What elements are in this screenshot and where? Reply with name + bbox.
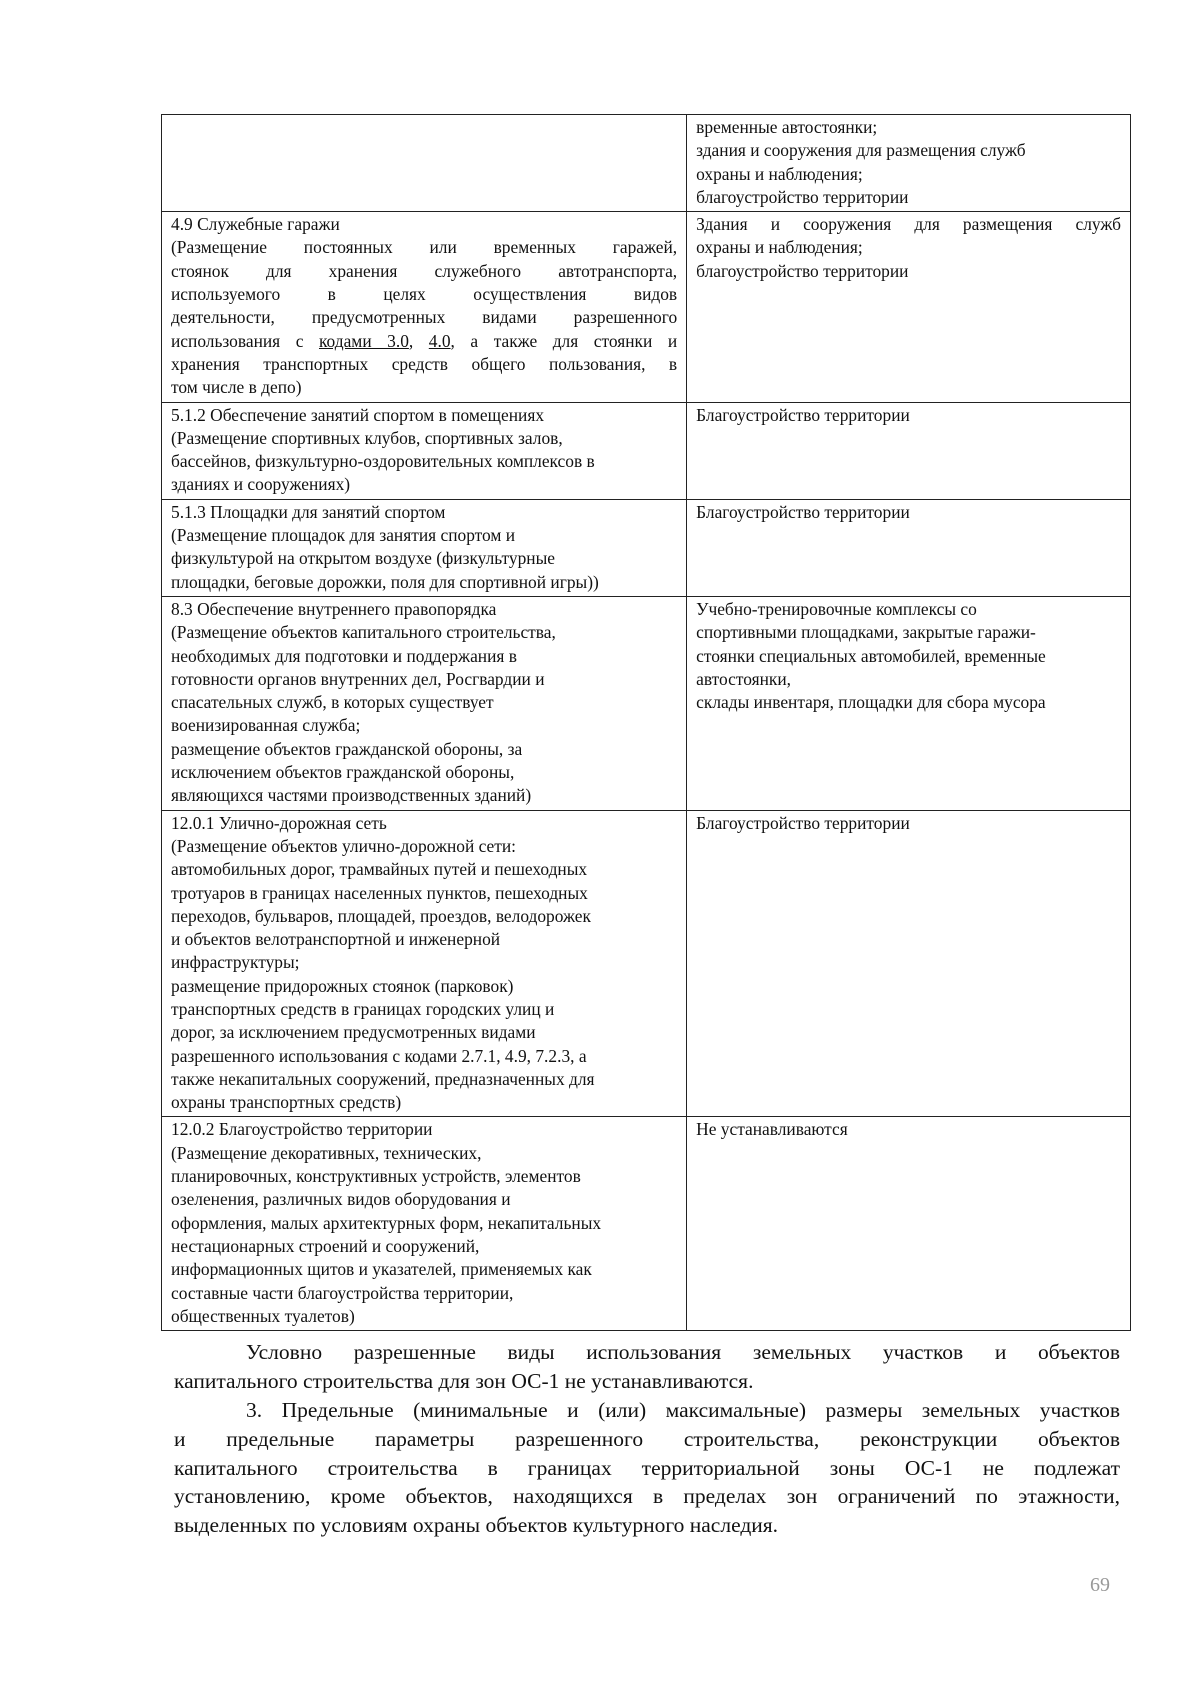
paragraph-line: Условно разрешенные виды использования земельных участков и объектов (246, 1340, 1120, 1364)
cell-line: нестационарных строений и сооружений, (171, 1235, 480, 1256)
paragraph-line: капитального строительства для зон ОС-1 не устанавливаются. (174, 1368, 754, 1393)
cell-line: бассейнов, физкультурно-оздоровительных комплексов в (171, 451, 595, 472)
cell-line: исключением объектов гражданской обороны, (171, 762, 515, 783)
cell-line: используемого в целях осуществления видов (171, 284, 678, 305)
cell-line: тротуаров в границах населенных пунктов, пешеходных (171, 882, 588, 903)
cell-line: временные автостоянки; (696, 117, 878, 137)
cell-line: Благоустройство территории (696, 812, 910, 833)
paragraph-line: капитального строительства в границах территориальной зоны ОС-1 не подлежат (174, 1455, 1120, 1480)
cell-line: 4.9 Служебные гаражи (171, 214, 340, 235)
cell-text: использования с (171, 330, 319, 351)
cell-line: информационных щитов и указателей, применяемых как (171, 1259, 592, 1280)
cell-line: охраны транспортных средств) (171, 1092, 402, 1113)
cell-line: склады инвентаря, площадки для сбора мусора (696, 692, 1046, 713)
cell-line: стоянок для хранения служебного автотранспорта, (171, 260, 678, 281)
cell-line: разрешенного использования с кодами 2.7.1, 4.9, 7.2.3, а (171, 1045, 587, 1066)
cell-line: здания и сооружения для размещения служб (696, 140, 1026, 161)
cell-line: (Размещение объектов улично-дорожной сети: (171, 835, 517, 856)
cell-text: , (408, 330, 429, 351)
cell-line: размещение объектов гражданской обороны, за (171, 738, 523, 759)
cell-line: (Размещение объектов капитального строительства, (171, 622, 556, 643)
page-number: 69 (1090, 1574, 1110, 1596)
cell-line: инфраструктуры; (171, 952, 300, 973)
cell-line: озеленения, различных видов оборудования и (171, 1189, 511, 1210)
cell-line: автостоянки, (696, 668, 792, 689)
cell-line: Учебно-тренировочные комплексы со (696, 598, 977, 619)
cell-line: являющихся частями производственных зданий) (171, 785, 532, 806)
table-row (162, 499, 1131, 596)
cell-line: составные части благоустройства территории, (171, 1282, 514, 1303)
auxiliary-use-cell (687, 1117, 1131, 1331)
cell-line: (Размещение декоративных, технических, (171, 1142, 482, 1163)
cell-line: военизированная служба; (171, 715, 361, 736)
permitted-use-cell (162, 212, 687, 402)
auxiliary-use-cell (687, 115, 1131, 212)
paragraph-line: выделенных по условиям охраны объектов культурного наследия. (174, 1513, 779, 1538)
permitted-use-cell (162, 499, 687, 596)
auxiliary-use-cell (687, 212, 1131, 402)
code-link[interactable]: кодами 3.0 (318, 330, 409, 351)
cell-line: зданиях и сооружениях) (171, 474, 351, 495)
cell-line: транспортных средств в границах городских улиц и (171, 998, 555, 1019)
table-row (162, 810, 1131, 1117)
table-row (162, 115, 1131, 212)
paragraph-line: и предельные параметры разрешенного строительства, реконструкции объектов (174, 1426, 1120, 1451)
cell-line: необходимых для подготовки и поддержания в (171, 645, 517, 666)
permitted-use-cell (162, 402, 687, 499)
cell-line: готовности органов внутренних дел, Росгвардии и (171, 668, 545, 689)
cell-line: (Размещение площадок для занятия спортом и (171, 525, 516, 546)
cell-line: охраны и наблюдения; (696, 163, 863, 184)
table-row (162, 402, 1131, 499)
cell-line: 12.0.1 Улично-дорожная сеть (171, 812, 387, 833)
table-row (162, 596, 1131, 810)
cell-line: Здания и сооружения для размещения служб (696, 214, 1121, 235)
cell-line: и объектов велотранспортной и инженерной (171, 929, 501, 950)
cell-line: дорог, за исключением предусмотренных видами (171, 1022, 536, 1043)
cell-line: 8.3 Обеспечение внутреннего правопорядка (171, 598, 497, 619)
cell-line: благоустройство территории (696, 260, 909, 281)
table-row (162, 212, 1131, 402)
cell-line: хранения транспортных средств общего пользования, в (171, 353, 678, 374)
cell-line: стоянки специальных автомобилей, временные (696, 645, 1046, 666)
cell-line: также некапитальных сооружений, предназначенных для (171, 1068, 595, 1089)
auxiliary-use-cell (687, 402, 1131, 499)
cell-line: спортивными площадками, закрытые гаражи- (696, 622, 1036, 643)
permitted-use-cell (162, 810, 687, 1117)
paragraph-line: 3. Предельные (минимальные и (или) максимальные) размеры земельных участков (246, 1398, 1120, 1422)
cell-line: 12.0.2 Благоустройство территории (171, 1119, 433, 1140)
cell-line: 5.1.3 Площадки для занятий спортом (171, 501, 446, 522)
cell-line: (Размещение постоянных или временных гаражей, (171, 237, 678, 258)
cell-line: физкультурой на открытом воздухе (физкультурные (171, 548, 555, 569)
permitted-use-cell (162, 115, 687, 212)
cell-line: общественных туалетов) (171, 1305, 355, 1326)
auxiliary-use-cell (687, 499, 1131, 596)
cell-line: том числе в депо) (171, 377, 302, 398)
land-use-table (161, 114, 1131, 1331)
cell-line: деятельности, предусмотренных видами разрешенного (171, 307, 678, 328)
paragraph-line: установлению, кроме объектов, находящихся в пределах зон ограничений по этажности, (174, 1484, 1120, 1509)
table-row (162, 1117, 1131, 1331)
cell-text: , а также для стоянки и (450, 330, 678, 351)
cell-line: Благоустройство территории (696, 501, 910, 522)
cell-line: площадки, беговые дорожки, поля для спортивной игры)) (171, 571, 599, 592)
cell-line: Благоустройство территории (696, 404, 910, 425)
cell-line: спасательных служб, в которых существует (171, 692, 494, 713)
paragraph-limit-sizes (174, 1396, 1120, 1540)
permitted-use-cell (162, 1117, 687, 1331)
code-link[interactable]: 4.0 (428, 330, 451, 351)
cell-line: оформления, малых архитектурных форм, некапитальных (171, 1212, 602, 1233)
cell-line: переходов, бульваров, площадей, проездов, велодорожек (171, 905, 591, 926)
cell-line-with-links (171, 330, 677, 353)
permitted-use-cell (162, 596, 687, 810)
cell-line: (Размещение спортивных клубов, спортивных залов, (171, 427, 563, 448)
cell-line: планировочных, конструктивных устройств, элементов (171, 1166, 581, 1187)
cell-line: автомобильных дорог, трамвайных путей и пешеходных (171, 859, 588, 880)
cell-line: 5.1.2 Обеспечение занятий спортом в помещениях (171, 404, 545, 425)
auxiliary-use-cell (687, 810, 1131, 1117)
cell-line: Не устанавливаются (696, 1119, 848, 1140)
auxiliary-use-cell (687, 596, 1131, 810)
cell-line: размещение придорожных стоянок (парковок) (171, 975, 514, 996)
cell-line: благоустройство территории (696, 186, 909, 207)
cell-line: охраны и наблюдения; (696, 237, 863, 258)
paragraph-conditional-uses (174, 1338, 1120, 1396)
